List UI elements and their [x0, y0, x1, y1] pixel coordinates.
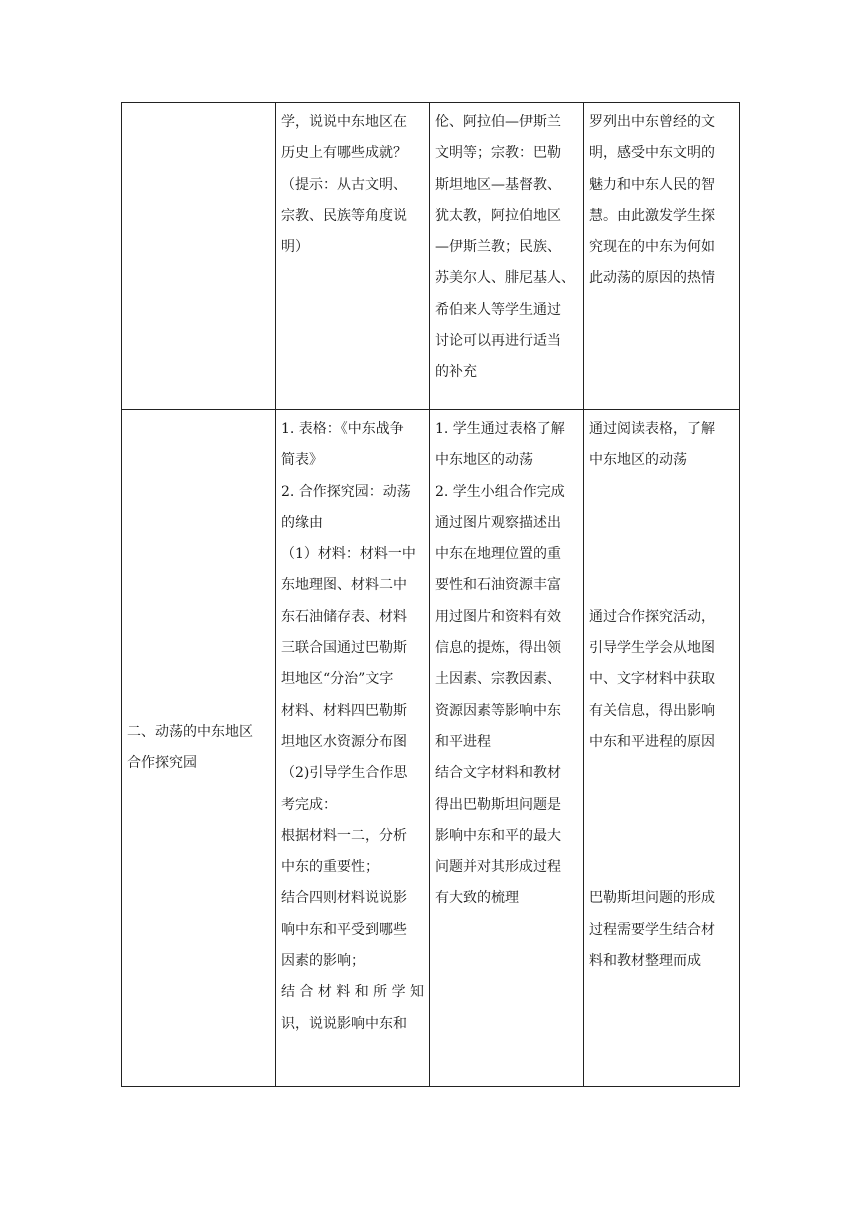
blank-line	[589, 790, 734, 821]
cell-line: 中东在地理位置的重	[435, 546, 561, 563]
student-activity-cell	[430, 410, 584, 1087]
cell-line: 慧。由此激发学生探	[589, 207, 715, 224]
section-cell	[122, 103, 276, 410]
cell-line: 宗教、民族等角度说	[281, 207, 407, 224]
cell-line: 的缘由	[281, 514, 323, 531]
cell-line: 的补充	[435, 364, 477, 381]
cell-line: 坦地区水资源分布图	[281, 733, 407, 750]
cell-line: 东石油储存表、材料	[281, 608, 407, 625]
cell-line: 中东的重要性；	[281, 859, 379, 876]
cell-line: 料和教材整理而成	[589, 953, 701, 970]
blank-line	[589, 508, 734, 539]
cell-line: 问题并对其形成过程	[435, 859, 561, 876]
cell-line: 得出巴勒斯坦问题是	[435, 796, 561, 813]
blank-line	[589, 477, 734, 508]
cell-line: 影响中东和平的最大	[435, 827, 561, 844]
section-cell	[122, 410, 276, 1087]
blank-line	[589, 852, 734, 883]
cell-line: 2. 合作探究园：动荡	[281, 483, 411, 500]
cell-line: 文明等；宗教：巴勒	[435, 145, 561, 162]
cell-line: 2. 学生小组合作完成	[435, 483, 565, 500]
cell-line: 结合文字材料和教材	[435, 765, 561, 782]
teacher-activity-cell	[276, 103, 430, 410]
cell-line: 资源因素等影响中东	[435, 702, 561, 719]
cell-line: （1）材料：材料一中	[281, 546, 416, 563]
blank-line	[589, 570, 734, 601]
cell-line: 有大致的梳理	[435, 890, 519, 907]
cell-line: 中东地区的动荡	[589, 452, 687, 469]
table-row	[122, 410, 740, 1087]
cell-line: （2)引导学生合作思	[281, 765, 408, 782]
cell-line: 识，说说影响中东和	[281, 1015, 407, 1032]
cell-line: 究现在的中东为何如	[589, 239, 715, 256]
cell-line: 有关信息，得出影响	[589, 702, 715, 719]
blank-line	[589, 758, 734, 789]
cell-line: 引导学生学会从地图	[589, 640, 715, 657]
cell-line: 苏美尔人、腓尼基人、	[435, 270, 575, 287]
cell-line: 中东和平进程的原因	[589, 733, 715, 750]
cell-line: 此动荡的原因的热情	[589, 270, 715, 287]
lesson-plan-table	[121, 102, 740, 1087]
cell-line: 明）	[281, 239, 309, 256]
cell-line: 通过合作探究活动，	[589, 608, 715, 625]
cell-line: 罗列出中东曾经的文	[589, 114, 715, 130]
section-title: 二、动荡的中东地区	[127, 723, 253, 740]
blank-line	[589, 539, 734, 570]
cell-line: 土因素、宗教因素、	[435, 671, 561, 688]
teacher-activity-cell	[276, 410, 430, 1087]
cell-line: 因素的影响；	[281, 953, 365, 970]
cell-line: 三联合国通过巴勒斯	[281, 640, 407, 657]
cell-line: 根据材料一二，分析	[281, 827, 407, 844]
cell-line: 通过图片观察描述出	[435, 514, 561, 531]
cell-line: 简表》	[281, 452, 323, 469]
design-intent-cell	[584, 103, 740, 410]
cell-line: 坦地区“分治”文字	[281, 671, 394, 688]
cell-line: 伦、阿拉伯—伊斯兰	[435, 114, 561, 130]
cell-line: 过程需要学生结合材	[589, 921, 715, 938]
cell-line: 讨论可以再进行适当	[435, 333, 561, 350]
cell-line: —伊斯兰教；民族、	[435, 239, 561, 256]
section-title: 合作探究园	[127, 755, 197, 771]
cell-line: 响中东和平受到哪些	[281, 921, 407, 938]
cell-line: 1. 学生通过表格了解	[435, 421, 565, 437]
cell-line: 明，感受中东文明的	[589, 145, 715, 162]
cell-line: 学，说说中东地区在	[281, 114, 407, 130]
cell-line: 中、文字材料中获取	[589, 671, 715, 688]
cell-line: 魅力和中东人民的智	[589, 176, 715, 193]
cell-line: 用过图片和资料有效	[435, 608, 561, 625]
cell-line: 犹太教，阿拉伯地区	[435, 207, 561, 224]
cell-line: （提示：从古文明、	[281, 176, 407, 193]
cell-line: 希伯来人等学生通过	[435, 301, 561, 318]
cell-line: 要性和石油资源丰富	[435, 577, 561, 594]
cell-line: 和平进程	[435, 733, 491, 750]
design-intent-cell	[584, 410, 740, 1087]
blank-line	[589, 821, 734, 852]
student-activity-cell	[430, 103, 584, 410]
cell-line: 信息的提炼，得出领	[435, 640, 561, 657]
cell-line: 1. 表格：《中东战争	[281, 421, 404, 437]
cell-line: 东地理图、材料二中	[281, 577, 407, 594]
cell-line: 结合四则材料说说影	[281, 890, 407, 907]
cell-line: 历史上有哪些成就？	[281, 145, 407, 162]
table-row	[122, 103, 740, 410]
cell-line: 材料、材料四巴勒斯	[281, 702, 407, 719]
cell-line: 考完成：	[281, 796, 337, 813]
cell-line: 中东地区的动荡	[435, 452, 533, 469]
cell-line: 巴勒斯坦问题的形成	[589, 890, 715, 907]
cell-line: 通过阅读表格，了解	[589, 421, 715, 437]
cell-line: 结合材料和所学知	[281, 984, 424, 1001]
cell-line: 斯坦地区—基督教、	[435, 176, 561, 193]
